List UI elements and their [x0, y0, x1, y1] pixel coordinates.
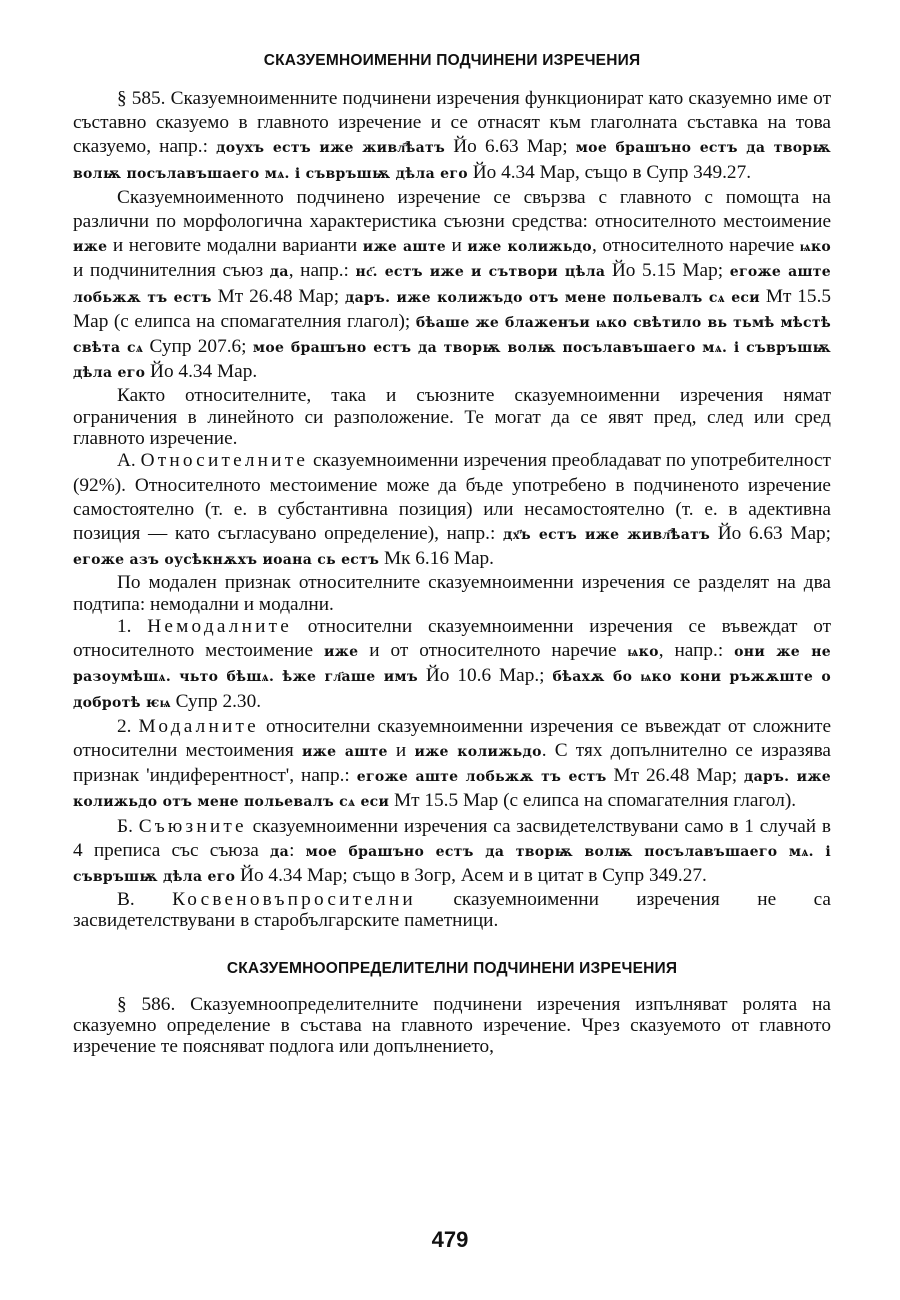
old-bulgarian-example: бѣаше же блаженъи ѩко свѣтило вь тьмѣ мѣстѣ свѣта сѧ — [73, 314, 832, 357]
old-bulgarian-word: иже аште — [362, 239, 446, 256]
paragraph-linear-position: Както относителните, така и съюзните сказуемноименни изречения нямат ограничения в линейното си разположение. Те могат да се явят пред, след или сред главното изречение. — [73, 385, 831, 450]
old-bulgarian-word: ѩко — [799, 239, 832, 256]
old-bulgarian-example: нс҃. естъ иже и сътвори цѣла — [355, 264, 606, 281]
text: Мк 6.16 Мар. — [379, 548, 495, 570]
text: и — [387, 739, 415, 761]
spaced-term: Немодалните — [147, 615, 293, 637]
old-bulgarian-word: иже — [324, 644, 359, 661]
item-number: 2. — [117, 715, 139, 737]
text: Мт 15.5 Мар (с елипса на спомагателния глагол). — [389, 790, 797, 812]
paragraph-modal — [73, 715, 831, 815]
page-number: 479 — [431, 1227, 469, 1252]
old-bulgarian-example: дх҃ъ естъ иже живл҄ѣатъ — [502, 526, 711, 543]
old-bulgarian-word: иже колижьдо — [414, 743, 542, 760]
text: и — [445, 235, 468, 257]
text: , относителното наречие — [591, 235, 800, 257]
old-bulgarian-word: ѩко — [627, 644, 659, 661]
text: и неговите модални варианти — [107, 235, 363, 257]
text: сказуемноименни изречения не са засвидетелствувани в старобългарските паметници. — [73, 889, 831, 932]
text: Супр 2.30. — [170, 690, 262, 712]
old-bulgarian-example: мое брашъно естъ да творѭ волѭ посълавъшаего мѧ. і съвръшѭ дѣла его — [73, 340, 832, 382]
old-bulgarian-example: егоже азъ оусѣкнѫхъ иоана сь естъ — [73, 552, 380, 569]
text: § 585. Сказуемноименните подчинени изречения функционират като сказуемно име от съставно сказуемо в главното изречение и се отнасят към глаголната съставка на това сказуемо, напр.: — [73, 88, 831, 158]
spaced-term: Съюзните — [138, 815, 247, 837]
spaced-term: Косвеновъпросителни — [172, 889, 416, 911]
text: Йо 10.6 Мар.; — [417, 665, 553, 687]
item-letter: В. — [117, 889, 173, 911]
old-bulgarian-example: даръ. иже колижъдо отъ мене польевалъ сѧ еси — [344, 289, 760, 306]
old-bulgarian-word: да — [270, 843, 290, 860]
text: Мт 26.48 Мар; — [211, 285, 345, 307]
old-bulgarian-word: иже аште — [301, 743, 388, 760]
old-bulgarian-word: иже — [73, 239, 108, 256]
text: Сказуемноименното подчинено изречение се свързва с главното с помощта на различни по морфологична характеристика съюзни средства: относителното местоимение — [73, 186, 831, 233]
item-number: 1. — [117, 615, 148, 637]
text: сказуемноименни изречения са засвидетелствувани само в 1 случай в 4 преписа със съюза — [73, 815, 831, 861]
spaced-term: Относителните — [140, 450, 309, 472]
text: сказуемноименни изречения преобладават по употребителност (92%). Относителното местоимение може да бъде употребено в подчиненото изречение самостоятелно (т. е. в субстантивна позиция) или несамостоятелно (т. е. в адективна позиция — като съгласувано определение), напр.: — [73, 450, 831, 544]
text: и подчинителния съюз — [73, 260, 270, 282]
item-letter: А. — [117, 450, 141, 472]
text: Йо 4.34 Мар. — [145, 361, 258, 383]
text: Йо 4.34 Мар, също в Супр 349.27. — [467, 161, 752, 183]
text: Йо 6.63 Мар; — [445, 136, 576, 158]
old-bulgarian-example: доухъ естъ иже живл҄ѣатъ — [216, 140, 446, 157]
paragraph-conjunctive — [73, 815, 831, 890]
text: Мт 26.48 Мар; — [606, 765, 745, 787]
text: Супр 207.6; — [143, 336, 253, 358]
paragraph-conjunctive-means — [73, 186, 831, 386]
page-body — [73, 52, 831, 1058]
section-heading-predicative-nominal: СКАЗУЕМНОИМЕННИ ПОДЧИНЕНИ ИЗРЕЧЕНИЯ — [263, 52, 641, 69]
paragraph-relative — [73, 449, 831, 572]
section-heading-predicative-attributive: СКАЗУЕМНООПРЕДЕЛИТЕЛНИ ПОДЧИНЕНИ ИЗРЕЧЕНИЯ — [226, 959, 678, 977]
paragraph-modal-sign: По модален признак относителните сказуемноименни изречения се разделят на два подтипа: немодални и модални. — [73, 572, 831, 615]
text: Мт 15.5 Мар (с елипса на спомагателния глагол); — [73, 285, 832, 332]
paragraph-586: § 586. Сказуемноопределителните подчинени изречения изпълняват ролята на сказуемно определение в състава на главното изречение. Чрез сказуемото от главното изречение те поясняват подлога или допълнението, — [73, 993, 831, 1058]
text: , напр.: — [658, 640, 735, 662]
text: и от относителното наречие — [358, 640, 628, 662]
text: : — [289, 839, 306, 861]
text: относителни сказуемноименни изречения се въвеждат от относителното местоимение — [73, 615, 832, 662]
item-letter: Б. — [117, 815, 139, 837]
old-bulgarian-example: мое брашъно естъ да творѭ волѭ посълавъшаего мѧ. і съвръшѭ дѣла его — [73, 140, 831, 182]
text: , напр.: — [288, 260, 356, 282]
text: . С тях допълнително се изразява признак 'индиферентност', напр.: — [73, 739, 831, 787]
paragraph-indirect-interrogative — [73, 889, 831, 932]
old-bulgarian-example: егоже аште лобьжѫ тъ естъ — [73, 264, 831, 306]
old-bulgarian-word: да — [269, 264, 289, 281]
old-bulgarian-example: мое брашъно естъ да творѭ волѭ посълавъшаего мѧ. і съвръшѭ дѣла его — [73, 843, 832, 885]
text: Йо 5.15 Мар; — [605, 260, 730, 282]
old-bulgarian-example: бѣахѫ бо ѩко кони ръжѫште о добротѣ ѥѩ — [73, 669, 832, 711]
paragraph-non-modal — [73, 615, 831, 715]
spaced-term: Модалните — [138, 715, 259, 737]
text: относителни сказуемноименни изречения се въвеждат от сложните относителни местоимения — [73, 715, 831, 761]
text: Йо 4.34 Мар; също в Зогр, Асем и в цитат в Супр 349.27. — [235, 864, 707, 886]
old-bulgarian-example: даръ. иже колижьдо отъ мене польевалъ сѧ еси — [73, 769, 832, 811]
text: Йо 6.63 Мар; — [710, 522, 831, 544]
old-bulgarian-example: егоже аште лобьжѫ тъ естъ — [356, 769, 607, 786]
paragraph-585 — [73, 87, 831, 186]
old-bulgarian-example: они же не разоумѣшѧ. чьто бѣшѧ. ѣже гл҃аше имъ — [73, 644, 831, 686]
old-bulgarian-word: иже колижьдо — [467, 239, 592, 256]
